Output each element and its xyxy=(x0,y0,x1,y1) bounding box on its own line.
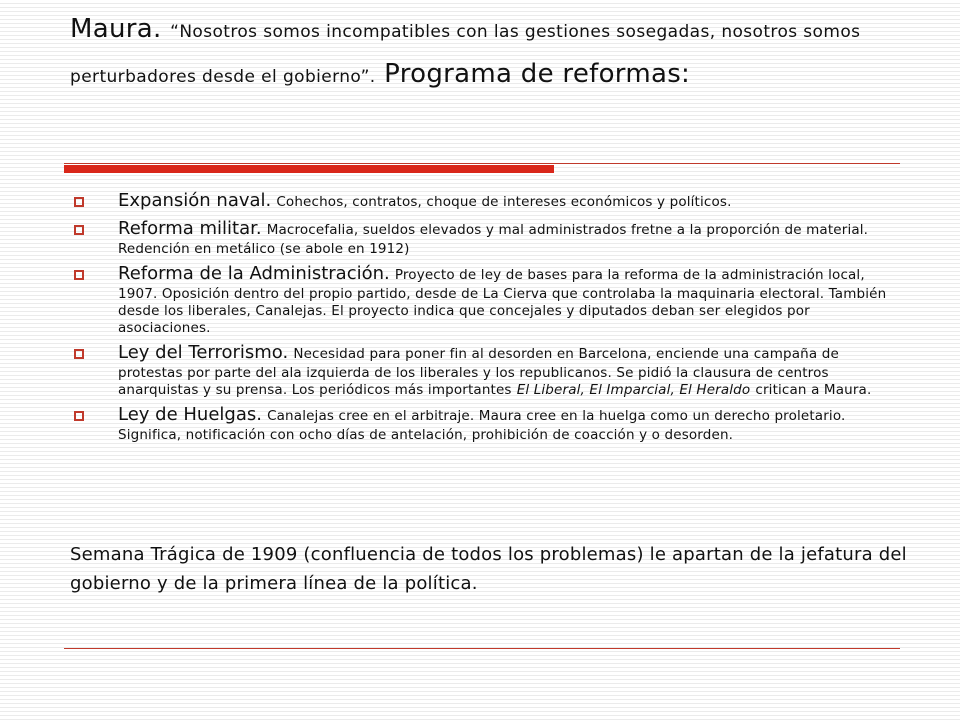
list-item-reforma-militar xyxy=(72,218,902,257)
square-bullet-icon xyxy=(74,197,84,207)
list-item-expansion-naval xyxy=(72,190,902,212)
bullet-heading: Expansión naval. xyxy=(118,190,272,211)
bullet-body: Macrocefalia, sueldos elevados y mal administrados fretne a la proporción de material. Redención en metálico (se abole en 1912) xyxy=(118,222,869,257)
top-divider-line xyxy=(64,163,900,164)
square-bullet-icon xyxy=(74,270,84,280)
bullet-heading: Reforma de la Administración. xyxy=(118,263,390,284)
reform-list xyxy=(72,190,902,449)
list-item-ley-terrorismo xyxy=(72,342,902,398)
list-item-reforma-administracion xyxy=(72,263,902,336)
title-name: Maura. xyxy=(70,14,162,44)
square-bullet-icon xyxy=(74,225,84,235)
title-quote: “Nosotros somos incompatibles con las gestiones sosegadas, nosotros somos perturbadores desde el gobierno”. xyxy=(70,22,861,87)
bottom-divider-line xyxy=(64,648,900,649)
square-bullet-icon xyxy=(74,411,84,421)
title-tail: Programa de reformas: xyxy=(384,59,691,89)
closing-paragraph: Semana Trágica de 1909 (confluencia de todos los problemas) le apartan de la jefatura del gobierno y de la primera línea de la política. xyxy=(70,544,907,594)
bullet-body-end: critican a Maura. xyxy=(755,382,872,398)
list-item-ley-huelgas xyxy=(72,404,902,443)
bullet-body: Necesidad para poner fin al desorden en Barcelona, enciende una campaña de protestas por parte del ala izquierda de los liberales y los republicanos. Se pidió la clausura de centros anarquistas y su prensa. Los periódicos más importantes xyxy=(118,346,839,398)
bullet-heading: Reforma militar. xyxy=(118,218,262,239)
bullet-body: Proyecto de ley de bases para la reforma de la administración local, 1907. Oposición dentro del propio partido, desde de La Cierva que controlaba la maquinaria electoral. También desde los liberales, Canalejas. El proyecto indica que concejales y diputados deban ser elegidos por asociaciones. xyxy=(118,267,887,336)
square-bullet-icon xyxy=(74,349,84,359)
newspaper-names: El Liberal, El Imparcial, El Heraldo xyxy=(516,382,751,398)
bullet-body: Cohechos, contratos, choque de intereses económicos y políticos. xyxy=(276,194,732,210)
bullet-heading: Ley de Huelgas. xyxy=(118,404,262,425)
top-accent-bar xyxy=(64,165,554,173)
bullet-body: Canalejas cree en el arbitraje. Maura cree en la huelga como un derecho proletario. Significa, notificación con ocho días de antelación, prohibición de coacción y o desorden. xyxy=(118,408,846,443)
slide-title xyxy=(70,8,930,98)
bullet-heading: Ley del Terrorismo. xyxy=(118,342,289,363)
